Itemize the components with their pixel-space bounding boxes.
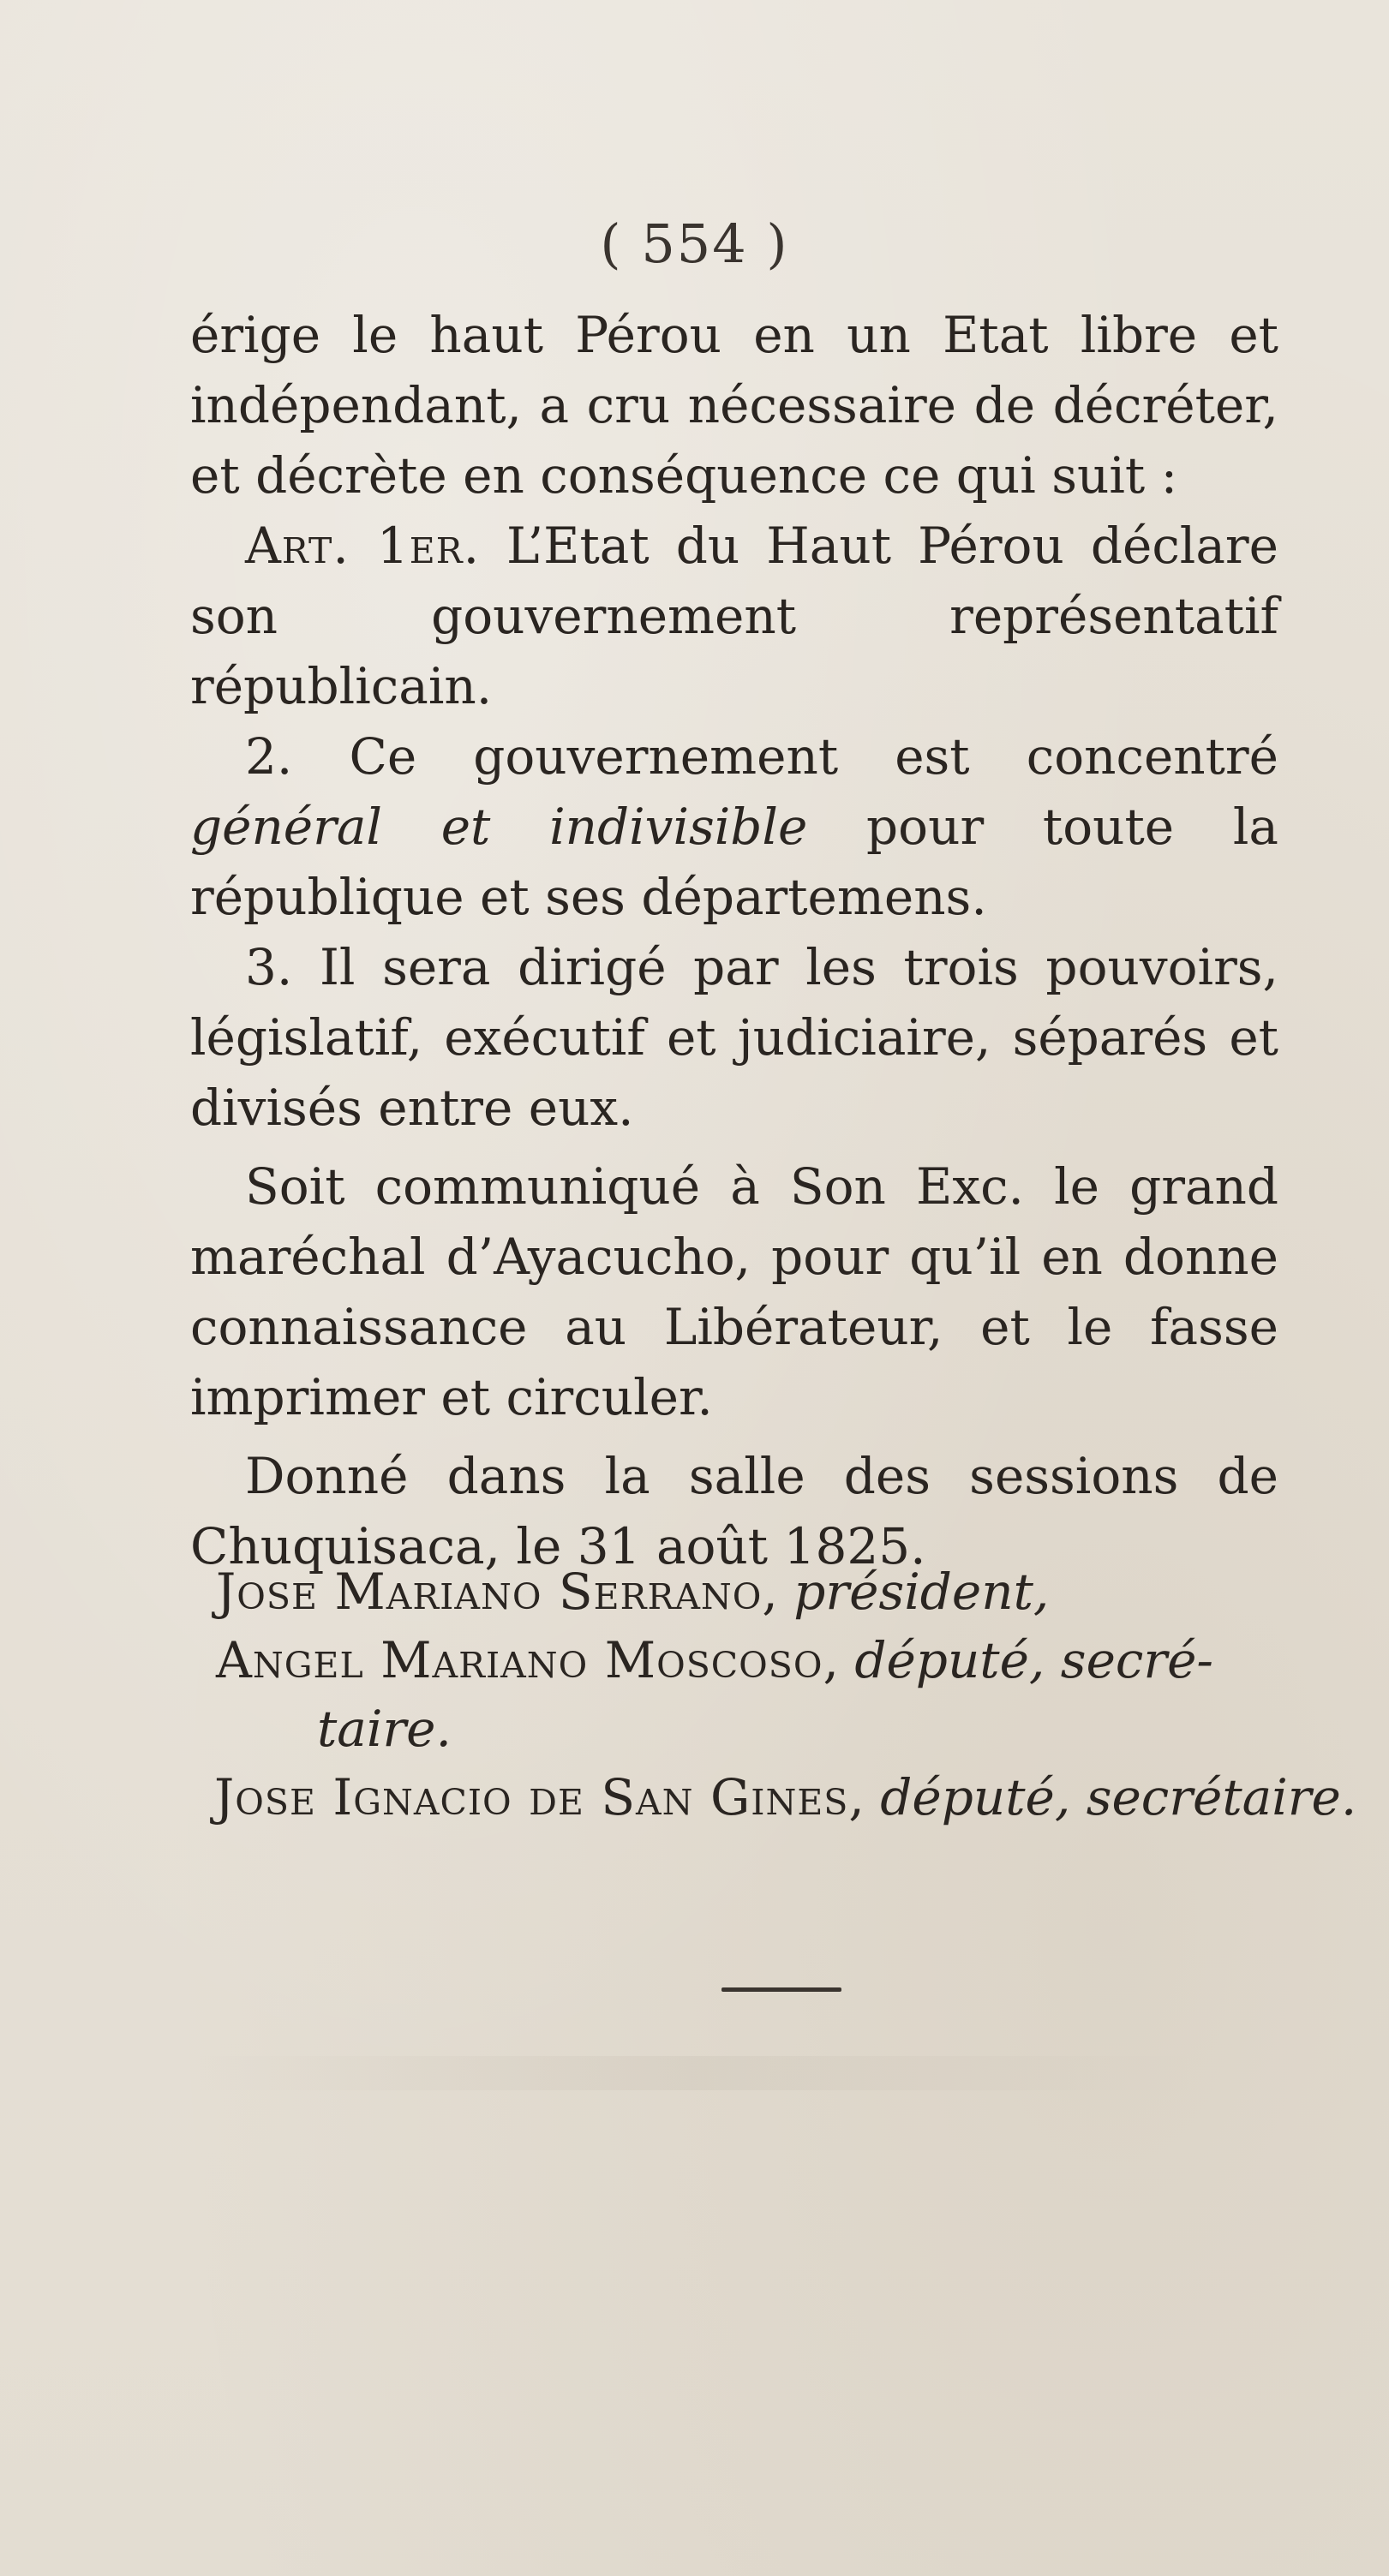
signature-2-name: Angel Mariano Moscoso	[216, 1631, 823, 1689]
article-2-emphasis: général et indivisible	[190, 798, 808, 856]
article-2	[190, 721, 1278, 932]
signature-3-name: Jose Ignacio de San Gines	[214, 1768, 849, 1826]
article-3	[190, 932, 1278, 1143]
article-1	[190, 511, 1278, 721]
signature-2-title-cont: taire.	[317, 1700, 452, 1758]
article-3-number: 3.	[245, 938, 293, 996]
article-1-number: Art. 1er.	[245, 517, 481, 575]
closing-date: Donné dans la salle des sessions de Chuquisaca, le 31 août 1825.	[190, 1447, 1278, 1575]
article-3-text: Il sera dirigé par les trois pouvoirs, législatif, exécutif et judiciaire, séparés et divisés entre eux.	[190, 938, 1278, 1137]
show-through	[189, 2056, 1200, 2090]
article-2-text-before: Ce gouvernement est concentré	[292, 727, 1278, 786]
page-number: ( 554 )	[600, 212, 789, 275]
signature-secretary-2: Jose Ignacio de San Gines, député, secrétaire.	[214, 1768, 1357, 1826]
article-2-text-after: pour toute la république et ses départemens.	[190, 798, 1278, 926]
signatures	[214, 1557, 1357, 1832]
signature-president: Jose Mariano Serrano, président,	[216, 1563, 1050, 1621]
body-text	[190, 300, 1278, 1581]
article-2-number: 2.	[245, 727, 293, 786]
signature-secretary-1: Angel Mariano Moscoso, député, secré-	[216, 1631, 1214, 1689]
intro-paragraph: érige le haut Pérou en un Etat libre et indépendant, a cru nécessaire de décréter, et décrète en conséquence ce qui suit :	[190, 306, 1278, 505]
signature-2-title: député, secré-	[854, 1631, 1214, 1689]
signature-3-title: député, secrétaire.	[880, 1768, 1357, 1826]
closing-rule	[721, 1987, 841, 1992]
signature-1-name: Jose Mariano Serrano	[216, 1563, 763, 1621]
signature-1-title: président,	[793, 1563, 1050, 1621]
article-1-text: L’Etat du Haut Pérou déclare son gouvernement représentatif républicain.	[190, 517, 1278, 715]
closing-communication: Soit communiqué à Son Exc. le grand maréchal d’Ayacucho, pour qu’il en donne connaissance au Libérateur, et le fasse imprimer et circuler.	[190, 1157, 1278, 1426]
signature-secretary-1-continued	[216, 1694, 1278, 1763]
